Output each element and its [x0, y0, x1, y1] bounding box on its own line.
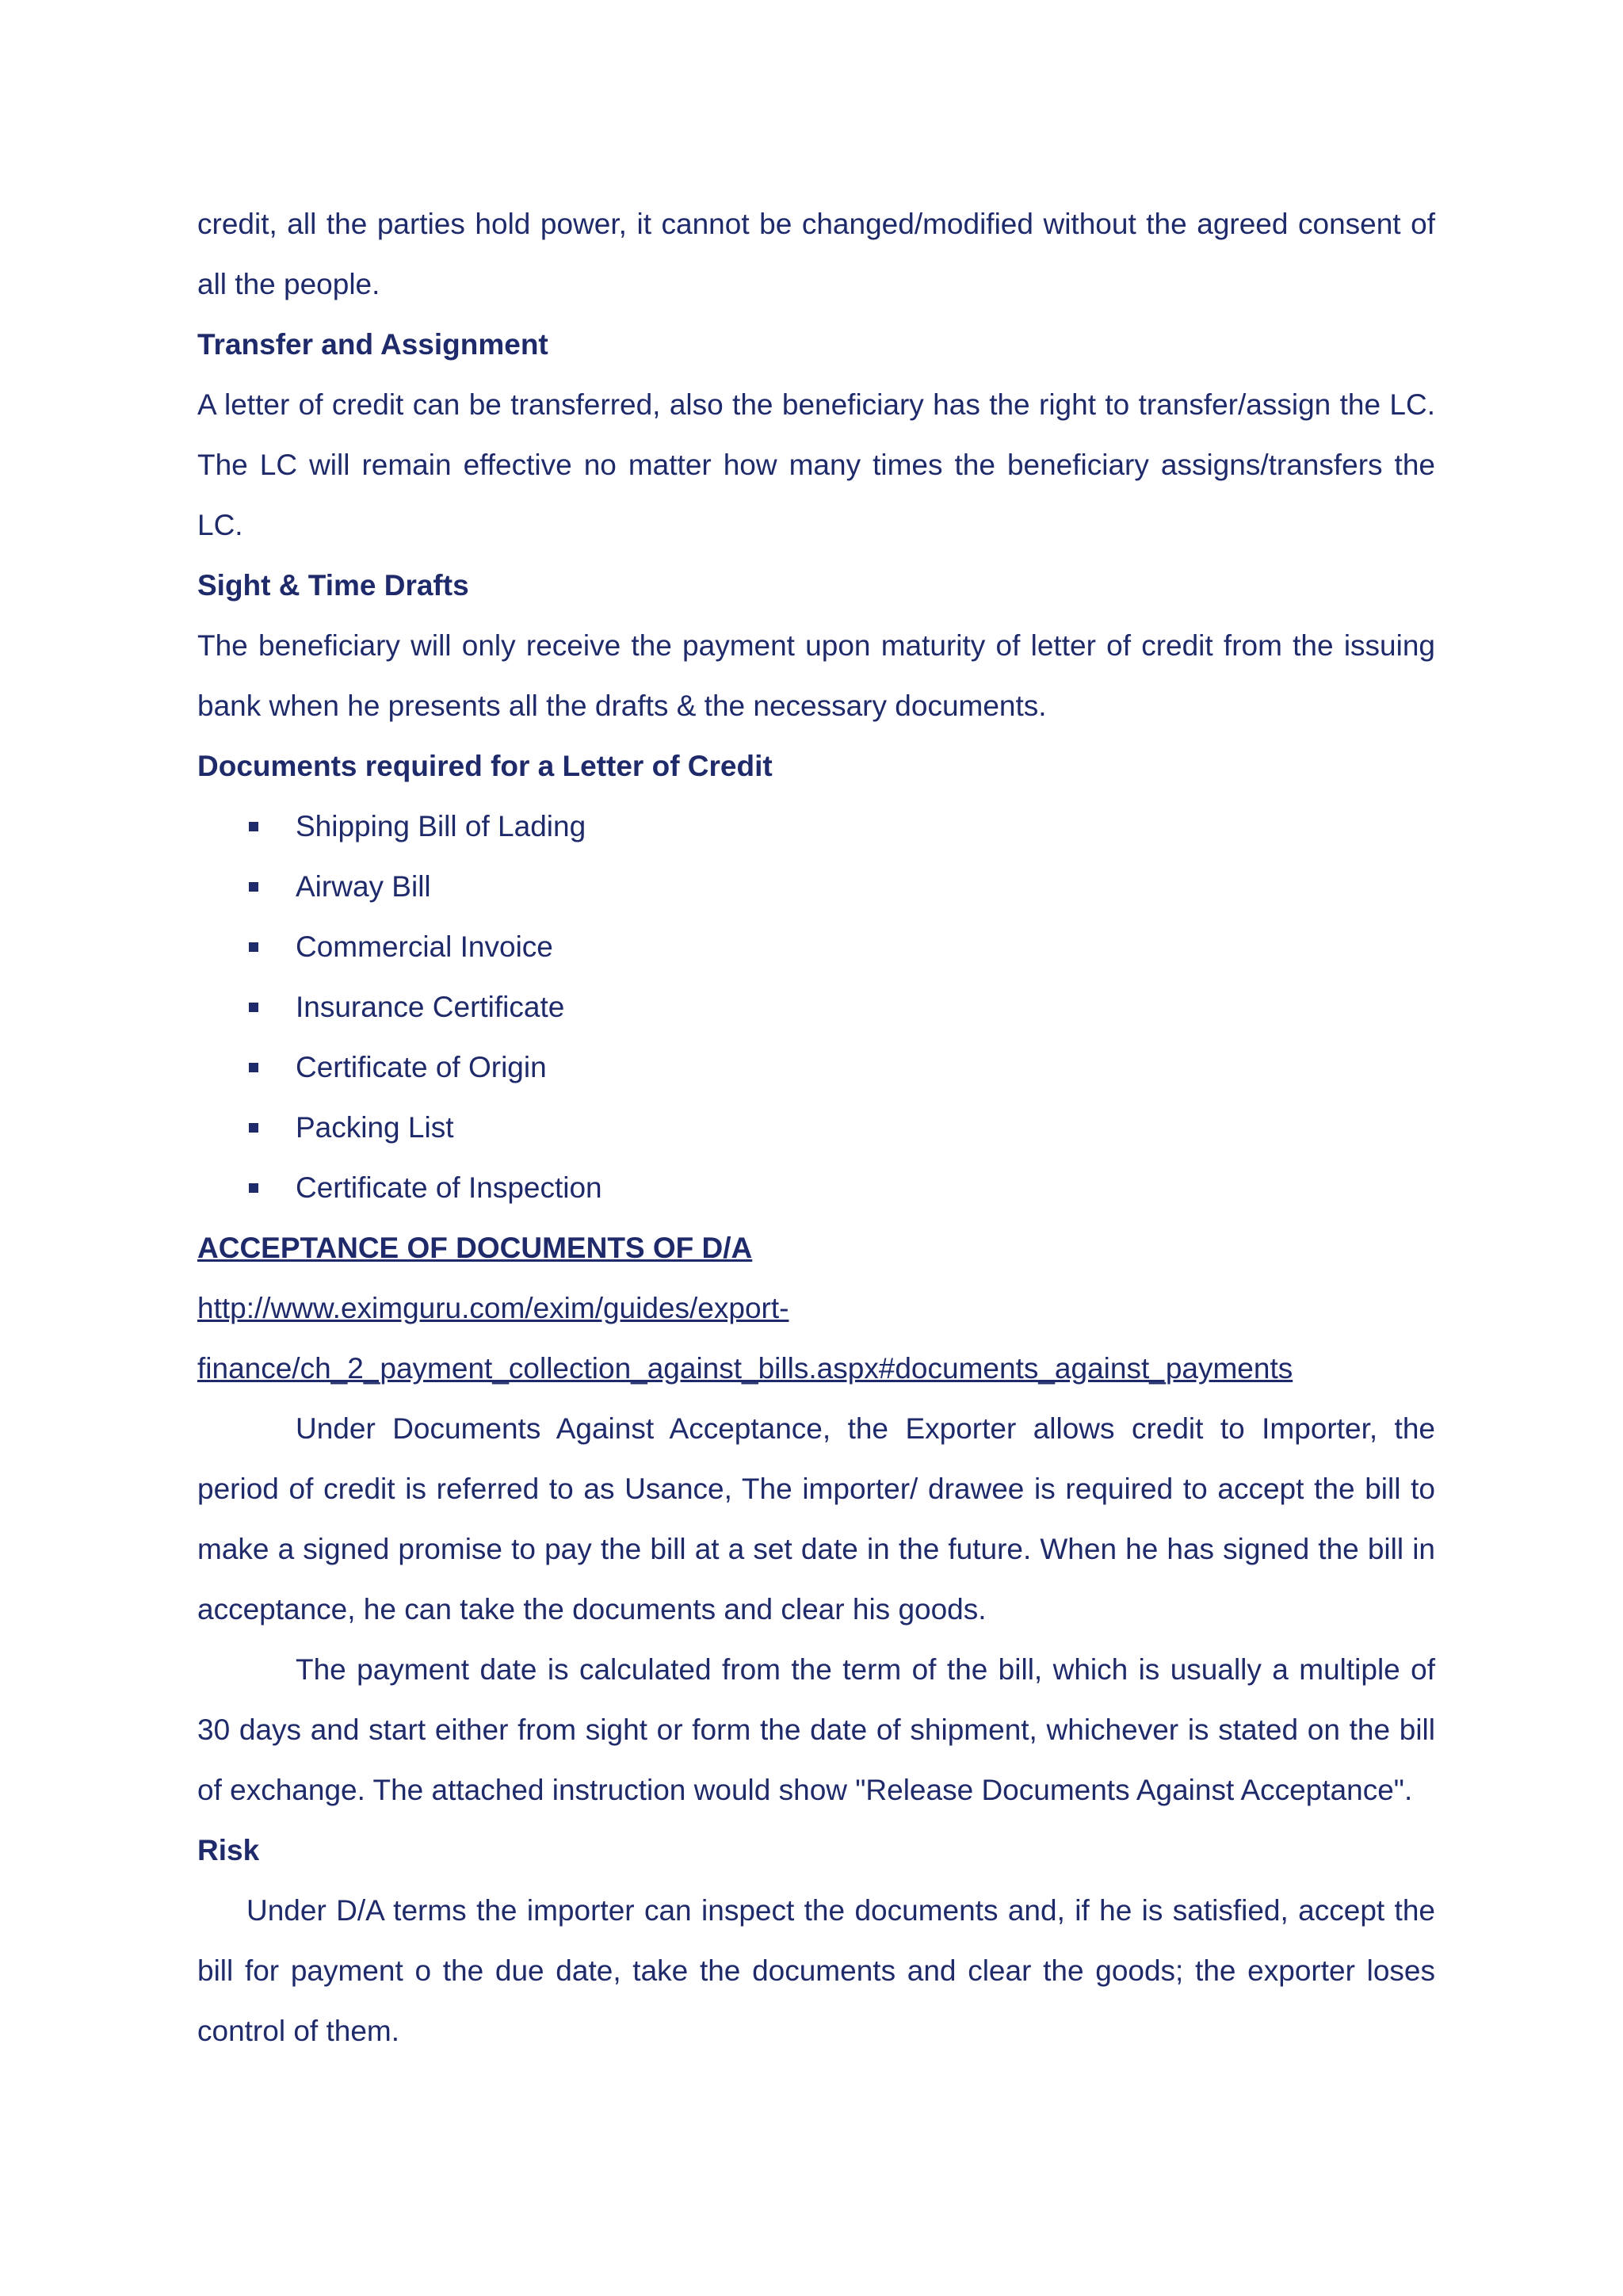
list-item [197, 977, 1435, 1037]
acceptance-paragraph-1: Under Documents Against Acceptance, the Exporter allows credit to Importer, the period of credit is referred to as Usance, The importer/ drawee is required to accept the bill to make a signed promise to pay the bill at a set date in the future. When he has signed the bill in acceptance, he can take the documents and clear his goods. [197, 1412, 1435, 1626]
transfer-assignment-heading: Transfer and Assignment [197, 328, 548, 361]
square-bullet-icon [249, 1183, 258, 1193]
sight-time-drafts-heading: Sight & Time Drafts [197, 569, 469, 602]
square-bullet-icon [249, 942, 258, 952]
list-item-label: Commercial Invoice [296, 930, 553, 963]
square-bullet-icon [249, 1063, 258, 1072]
link-line-1[interactable]: http://www.eximguru.com/exim/guides/export- [197, 1292, 789, 1324]
acceptance-da-heading: ACCEPTANCE OF DOCUMENTS OF D/A [197, 1232, 753, 1264]
list-item [197, 1158, 1435, 1218]
list-item-label: Insurance Certificate [296, 991, 565, 1023]
list-item [197, 797, 1435, 857]
square-bullet-icon [249, 822, 258, 831]
list-item-label: Airway Bill [296, 870, 431, 903]
eximguru-link[interactable] [197, 1278, 1435, 1399]
list-item-label: Packing List [296, 1111, 454, 1144]
risk-paragraph: Under D/A terms the importer can inspect the documents and, if he is satisfied, accept the bill for payment o the due date, take the documents and clear the goods; the exporter loses control of them. [197, 1894, 1435, 2047]
square-bullet-icon [249, 1003, 258, 1012]
list-item [197, 917, 1435, 977]
documents-required-list [197, 797, 1435, 1218]
list-item-label: Certificate of Inspection [296, 1171, 602, 1204]
link-line-2[interactable]: finance/ch_2_payment_collection_against_bills.aspx#documents_against_payments [197, 1352, 1293, 1385]
list-item [197, 1037, 1435, 1098]
list-item-label: Shipping Bill of Lading [296, 810, 586, 842]
acceptance-paragraph-2: The payment date is calculated from the term of the bill, which is usually a multiple of 30 days and start either from sight or form the date of shipment, whichever is stated on the bill of exchange. The attached instruction would show "Release Documents Against Acceptance". [197, 1653, 1435, 1806]
list-item-label: Certificate of Origin [296, 1051, 547, 1083]
intro-continuation-paragraph: credit, all the parties hold power, it cannot be changed/modified without the agreed consent of all the people. [197, 208, 1435, 300]
documents-required-heading: Documents required for a Letter of Credit [197, 750, 773, 782]
document-page [197, 194, 1435, 2061]
list-item [197, 1098, 1435, 1158]
square-bullet-icon [249, 1123, 258, 1133]
square-bullet-icon [249, 882, 258, 892]
sight-time-drafts-paragraph: The beneficiary will only receive the payment upon maturity of letter of credit from the issuing bank when he presents all the drafts & the necessary documents. [197, 629, 1435, 722]
transfer-assignment-paragraph: A letter of credit can be transferred, also the beneficiary has the right to transfer/assign the LC. The LC will remain effective no matter how many times the beneficiary assigns/transfers the LC. [197, 388, 1435, 541]
risk-heading: Risk [197, 1834, 260, 1866]
list-item [197, 857, 1435, 917]
